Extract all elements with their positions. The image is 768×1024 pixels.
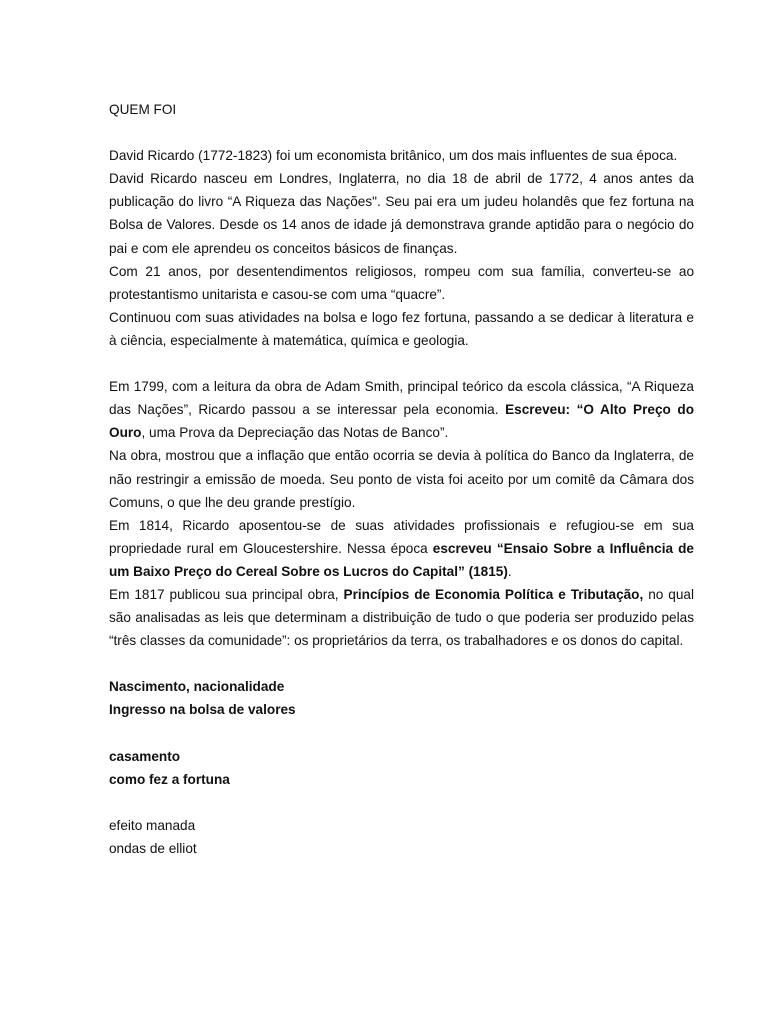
paragraph-intro: David Ricardo (1772-1823) foi um economista britânico, um dos mais influentes de sua época. [109, 148, 678, 164]
section-heading: QUEM FOI [109, 102, 177, 117]
note-herd-effect: efeito manada [109, 817, 196, 833]
text-run: Em 1817 publicou sua principal obra, [109, 586, 344, 602]
text-run: . [507, 563, 512, 579]
spacer [109, 352, 694, 375]
text-run: Em 1814, Ricardo aposentou-se de suas atividades profissionais e refugiou-se em sua propriedade rural em Gloucestershire. Nessa época [109, 517, 694, 556]
text-run: , uma Prova da Depreciação das Notas de Banco”. [141, 425, 449, 441]
spacer [109, 722, 694, 745]
text-run: Em 1799, com a leitura da obra de Adam Smith, principal teórico da escola clássica, “A Riqueza das Nações”, Ricardo passou a se interessar pela economia. [109, 379, 694, 418]
bold-run: Princípios de Economia Política e Tributação, [343, 586, 644, 602]
paragraph-principles [109, 583, 694, 652]
note-elliot-waves: ondas de elliot [109, 841, 197, 856]
paragraph-family: Com 21 anos, por desentendimentos religiosos, rompeu com sua família, converteu-se ao protestantismo unitarista e casou-se com uma “quacre”. [109, 263, 694, 302]
note-fortune: como fez a fortuna [109, 771, 230, 787]
spacer [109, 652, 694, 675]
document-page [109, 98, 694, 860]
text-run: no qual são analisadas as leis que determinam a distribuição de tudo o que poderia ser produzido pelas “três classes da comunidade”: os proprietários da terra, os trabalhadores e os donos do capital. [109, 586, 695, 649]
paragraph-retirement [109, 514, 694, 583]
paragraph-birth: David Ricardo nasceu em Londres, Inglaterra, no dia 18 de abril de 1772, 4 anos antes da publicação do livro “A Riqueza das Nações". Seu pai era um judeu holandês que fez fortuna na Bolsa de Valores. Desde os 14 anos de idade já demonstrava grande aptidão para o negócio do pai e com ele aprendeu os conceitos básicos de finanças. [109, 171, 694, 256]
bold-run: escreveu “Ensaio Sobre a Influência de um Baixo Preço do Cereal Sobre os Lucros do Capital” (1815) [109, 540, 694, 579]
bold-run: Escreveu: “O Alto Preço do Ouro [109, 402, 694, 441]
paragraph-inflation: Na obra, mostrou que a inflação que então ocorria se devia à política do Banco da Inglaterra, de não restringir a emissão de moeda. Seu ponto de vista foi aceito por um comitê da Câmara dos Comuns, o que lhe deu grande prestígio. [109, 448, 694, 510]
paragraph-adam-smith [109, 375, 694, 444]
paragraph-fortune: Continuou com suas atividades na bolsa e logo fez fortuna, passando a se dedicar à literatura e à ciência, especialmente à matemática, química e geologia. [109, 309, 694, 348]
note-birth: Nascimento, nacionalidade [109, 679, 285, 695]
note-marriage: casamento [109, 748, 181, 764]
note-stock-exchange: Ingresso na bolsa de valores [109, 702, 296, 718]
spacer [109, 791, 694, 814]
